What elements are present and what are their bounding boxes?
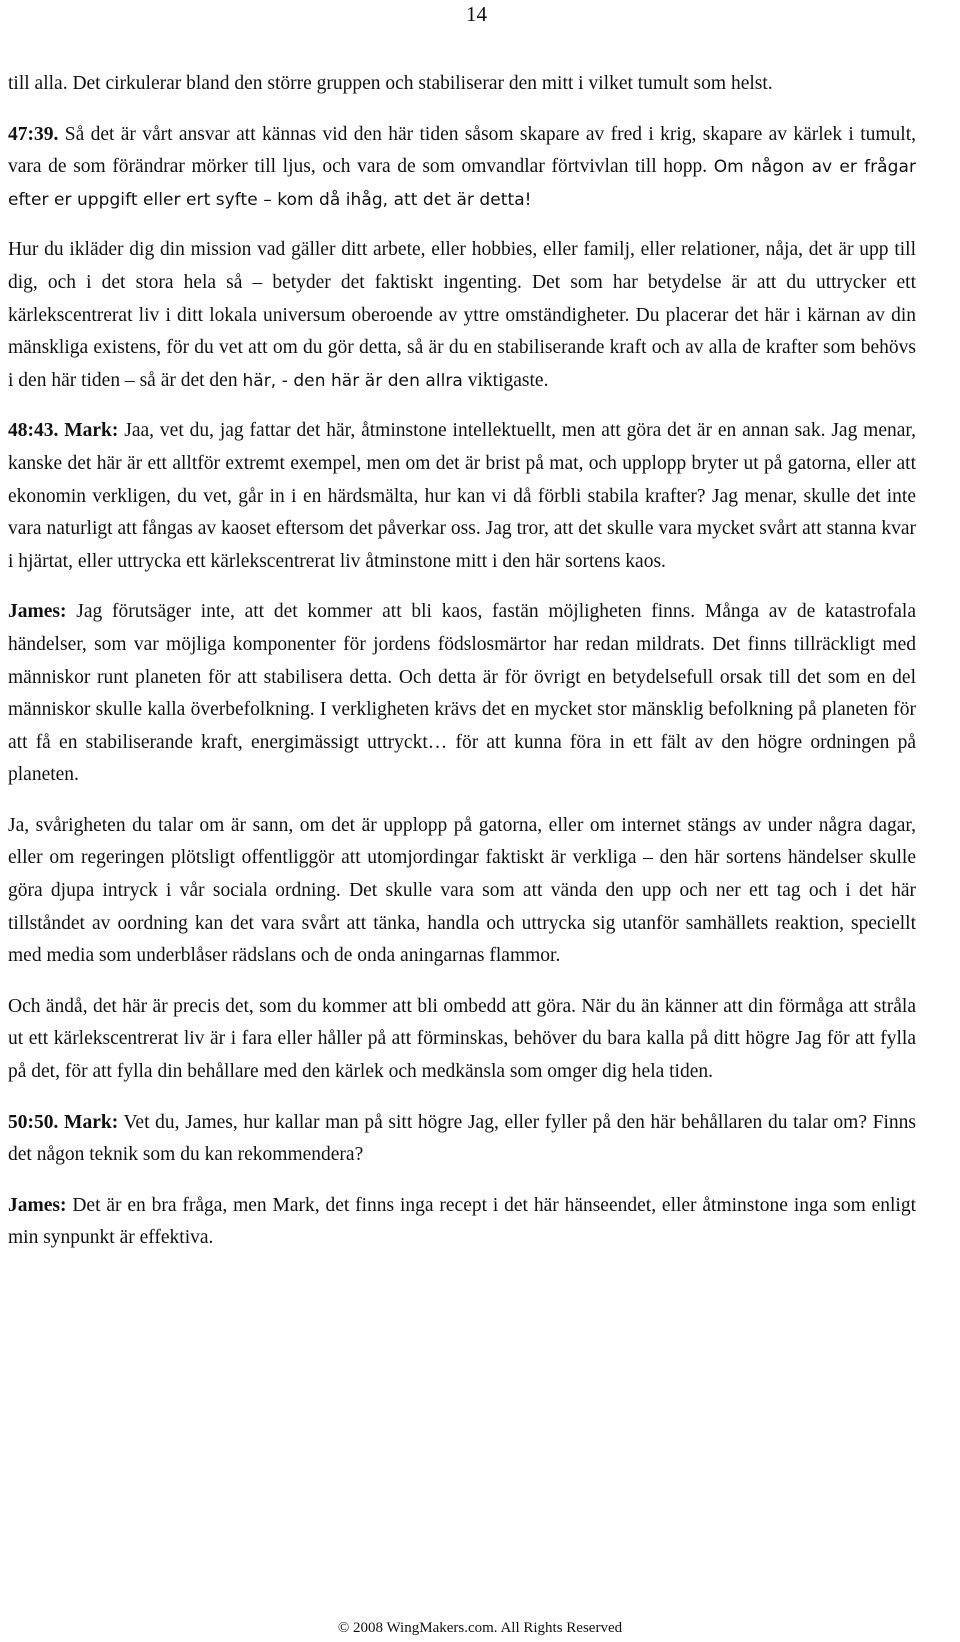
- paragraph-text: Ja, svårigheten du talar om är sann, om det är upplopp på gatorna, eller om internet stängs av under några dagar, eller om regeringen plötsligt offentliggör att utomjordingar faktiskt är verkliga – den här sortens händelser skulle göra djupa intryck i vår sociala ordning. Det skulle vara som att vända den upp och ner ett tag och i det här tillståndet av oordning kan det vara svårt att tänka, handla och uttrycka sig utanför samhällets reaktion, speciellt med media som underblåser rädslans och de onda aningarnas flammor.: [8, 814, 916, 967]
- paragraph-text: Jaa, vet du, jag fattar det här, åtminstone intellektuellt, men att göra det är en annan sak. Jag menar, kanske det här är ett alltför extremt exempel, men om det är brist på mat, och upplopp bryter ut på gatorna, eller att ekonomin verkligen, du vet, går in i en härdsmälta, hur kan vi då förbli stabila krafter? Jag menar, skulle det inte vara naturligt att fångas av kaoset eftersom det påverkar oss. Jag tror, att det skulle vara mycket svårt att stanna kvar i hjärtat, eller uttrycka ett kärlekscentrerat liv åtminstone mitt i den här sortens kaos.: [8, 420, 916, 572]
- paragraph-3: [8, 234, 916, 397]
- timestamp: 50:50.: [8, 1111, 59, 1133]
- paragraph-text: Hur du ikläder dig din mission vad gäller ditt arbete, eller hobbies, eller familj, eller relationer, nåja, det är upp till dig, och i det stora hela så – betyder det faktiskt ingenting. Det som har betydelse är att du uttrycker ett kärlekscentrerat liv i ditt lokala universum oberoende av yttre omständigheter. Du placerar det här i kärnan av din mänskliga existens, för du vet att om du gör detta, så är du en stabiliserande kraft och av alla de krafter som behövs i den här tiden – så är det den: [8, 239, 916, 391]
- paragraph-text-sans: här, - den här är den allra: [242, 370, 463, 391]
- paragraph-1: [8, 68, 916, 101]
- paragraph-text: Så det är vårt ansvar att kännas vid den här tiden såsom skapare av fred i krig, skapare av kärlek i tumult, vara de som förändrar mörker till ljus, och vara de som omvandlar förtvivlan till hopp.: [8, 123, 916, 178]
- copyright-footer: © 2008 WingMakers.com. All Rights Reserved: [337, 1620, 623, 1636]
- paragraph-7: [8, 991, 916, 1089]
- paragraph-2: [8, 119, 916, 217]
- speaker-label: Mark:: [64, 1111, 119, 1133]
- paragraph-4: [8, 415, 916, 578]
- paragraph-text: Jag förutsäger inte, att det kommer att bli kaos, fastän möjligheten finns. Många av de katastrofala händelser, som var möjliga komponenter för jordens födslosmärtor har redan mildrats. Det finns tillräckligt med människor runt planeten för att stabilisera detta. Och detta är för övrigt en betydelsefull orsak till det som en del människor skulle kalla överbefolkning. I verkligheten krävs det en mycket stor mänsklig befolkning på planeten för att få en stabiliserande kraft, energimässigt uttryckt… för att kunna föra in ett fält av den högre ordningen på planeten.: [8, 601, 916, 786]
- paragraph-text: Och ändå, det här är precis det, som du kommer att bli ombedd att göra. När du än känner att din förmåga att stråla ut ett kärlekscentrerat liv är i fara eller håller på att förminskas, behöver du bara kalla på ditt högre Jag för att fylla på det, för att fylla din behållare med den kärlek och medkänsla som omger dig hela tiden.: [8, 995, 916, 1083]
- speaker-label: James:: [8, 1194, 67, 1216]
- speaker-label: Mark:: [64, 420, 119, 442]
- paragraph-text: Vet du, James, hur kallar man på sitt högre Jag, eller fyller på den här behållaren du talar om? Finns det någon teknik som du kan rekommendera?: [8, 1111, 917, 1166]
- document-body: [8, 68, 916, 1273]
- paragraph-text-sans: Om någon av er frågar efter er uppgift eller ert syfte – kom då ihåg, att det är detta!: [8, 157, 917, 210]
- paragraph-9: [8, 1190, 916, 1255]
- page-number: 14: [466, 2, 487, 26]
- paragraph-text: till alla. Det cirkulerar bland den större gruppen och stabiliserar den mitt i vilket tumult som helst.: [8, 73, 773, 94]
- paragraph-8: [8, 1107, 916, 1172]
- speaker-label: James:: [8, 601, 67, 623]
- paragraph-6: [8, 810, 916, 973]
- paragraph-text: Det är en bra fråga, men Mark, det finns inga recept i det här hänseendet, eller åtminstone inga som enligt min synpunkt är effektiva.: [8, 1194, 916, 1249]
- paragraph-text: viktigaste.: [462, 369, 549, 391]
- timestamp: 47:39.: [8, 123, 59, 145]
- timestamp: 48:43.: [8, 420, 59, 442]
- paragraph-5: [8, 596, 916, 792]
